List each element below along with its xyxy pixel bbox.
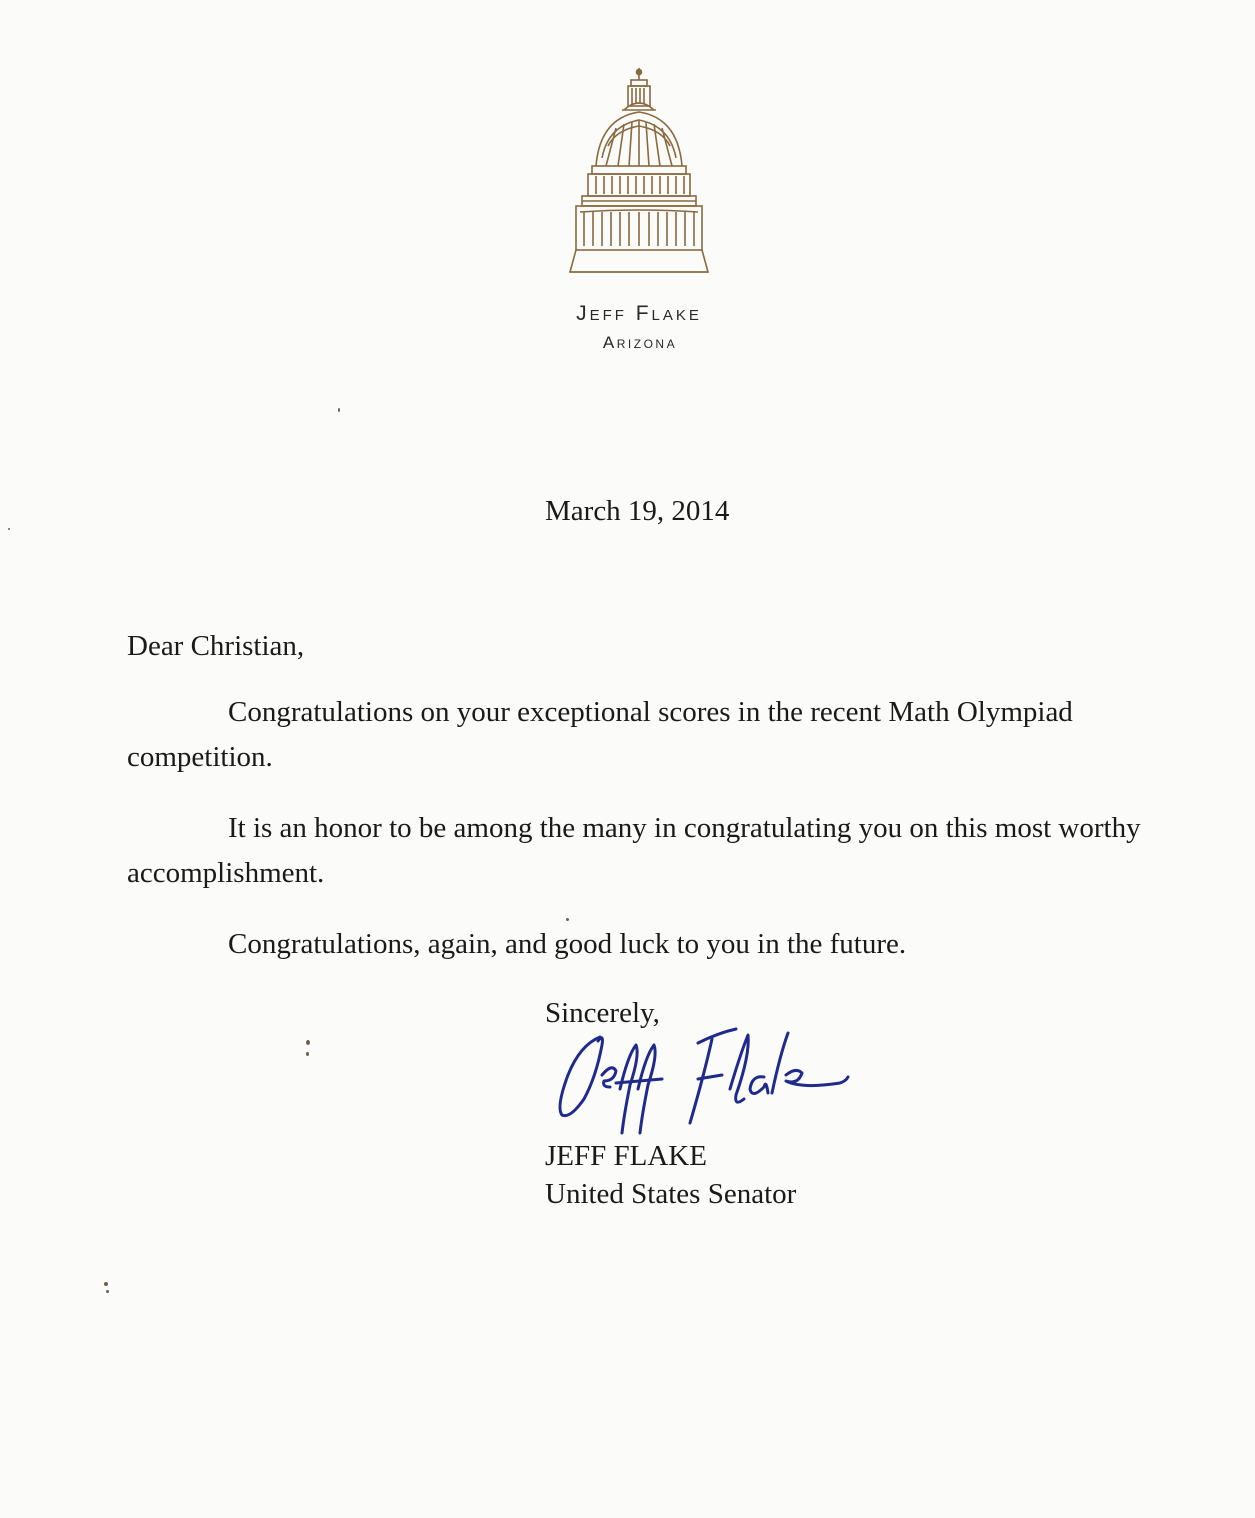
signer-title: United States Senator bbox=[545, 1178, 797, 1210]
closing: Sincerely, bbox=[545, 997, 660, 1029]
handwritten-signature bbox=[540, 1015, 850, 1135]
scan-speck bbox=[104, 1282, 108, 1286]
letterhead-state: Arizona bbox=[602, 333, 678, 352]
letter-date: March 19, 2014 bbox=[545, 495, 730, 527]
scan-speck bbox=[106, 1290, 109, 1293]
scan-speck bbox=[306, 1040, 310, 1045]
body-paragraph: Congratulations on your exceptional scores in the recent Math Olympiad competition. bbox=[127, 696, 1073, 773]
scan-speck bbox=[8, 528, 10, 530]
scan-speck bbox=[306, 1052, 309, 1056]
scan-speck bbox=[338, 408, 340, 412]
body-paragraph: It is an honor to be among the many in congratulating you on this most worthy accomplishment. bbox=[127, 812, 1141, 889]
capitol-dome-icon bbox=[566, 66, 712, 280]
body-paragraph: Congratulations, again, and good luck to you in the future. bbox=[228, 928, 907, 960]
scan-speck bbox=[566, 918, 569, 921]
letterhead-name: Jeff Flake bbox=[576, 302, 702, 325]
signer-name: JEFF FLAKE bbox=[545, 1140, 707, 1172]
salutation: Dear Christian, bbox=[127, 630, 305, 662]
